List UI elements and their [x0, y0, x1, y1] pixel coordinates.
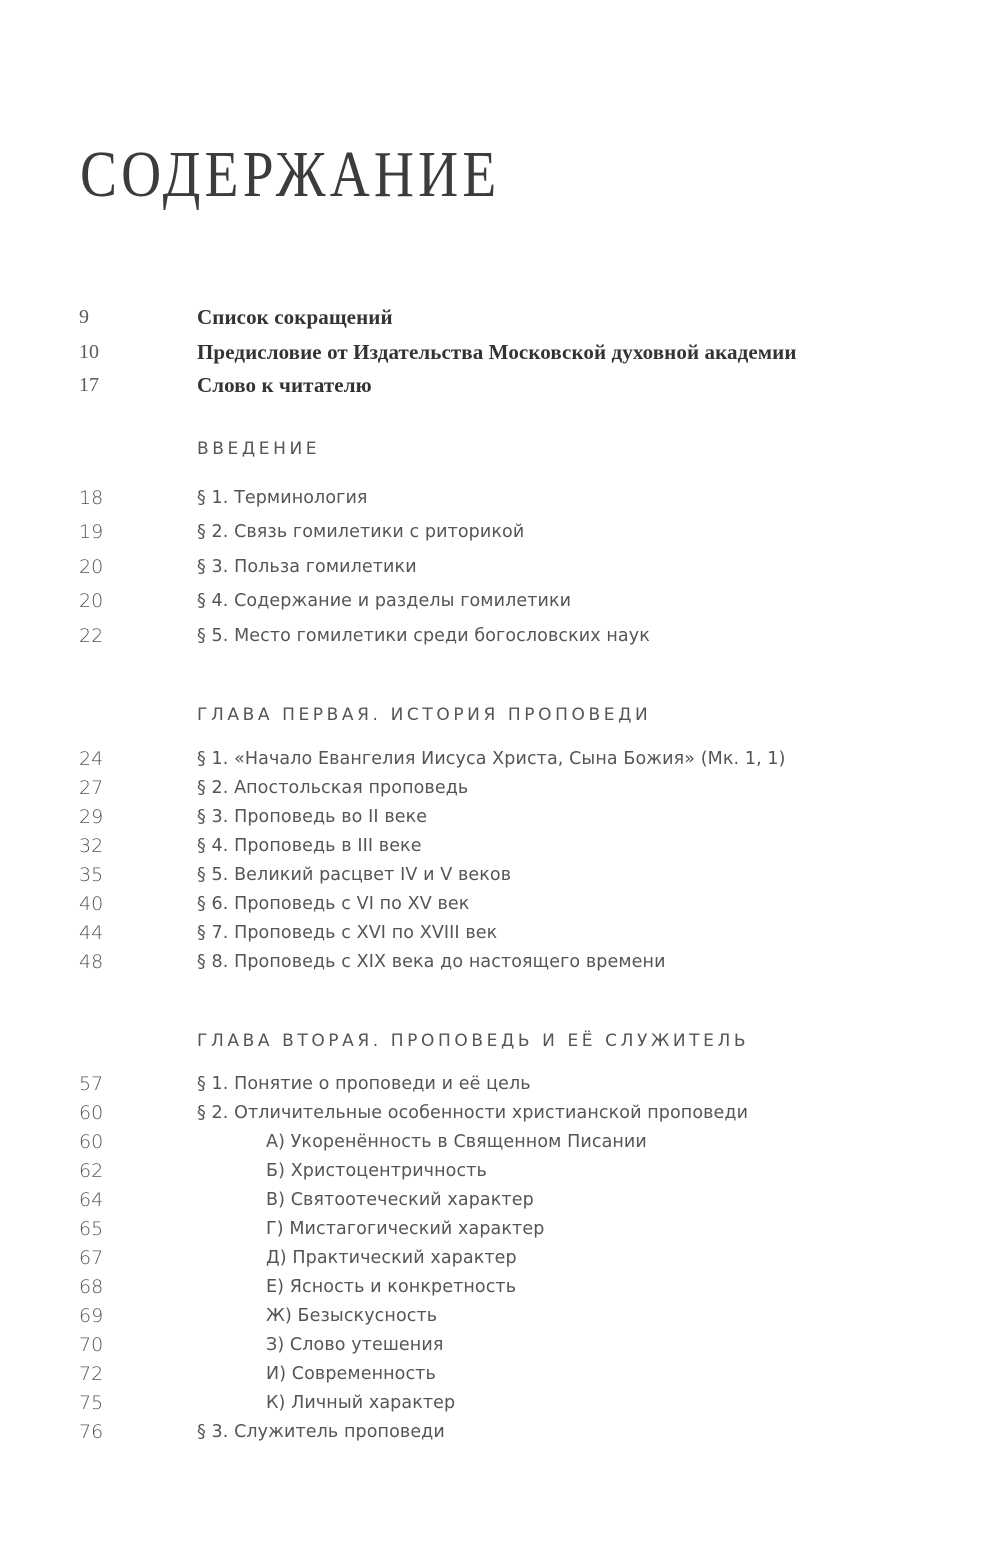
page-number: 62 [79, 1160, 104, 1182]
toc-entry[interactable] [0, 621, 1000, 651]
toc-subentry[interactable] [0, 1301, 1000, 1331]
page-number: 29 [79, 806, 104, 828]
entry-title: § 1. Понятие о проповеди и её цель [197, 1074, 531, 1094]
toc-entry[interactable] [0, 889, 1000, 919]
entry-title: § 4. Проповедь в III веке [197, 836, 422, 856]
page-number: 27 [79, 777, 104, 799]
section-heading-chapter-2: ГЛАВА ВТОРАЯ. ПРОПОВЕДЬ И ЕЁ СЛУЖИТЕЛЬ [197, 1031, 750, 1051]
entry-title: § 8. Проповедь с XIX века до настоящего времени [197, 952, 666, 972]
page-number: 19 [79, 521, 104, 543]
toc-subentry[interactable] [0, 1127, 1000, 1157]
toc-entry[interactable] [0, 831, 1000, 861]
page-number: 69 [79, 1305, 104, 1327]
toc-subentry[interactable] [0, 1243, 1000, 1273]
page-number: 40 [79, 893, 104, 915]
page-number: 24 [79, 748, 104, 770]
entry-title: Д) Практический характер [266, 1248, 517, 1268]
entry-title: Б) Христоцентричность [266, 1161, 487, 1181]
toc-entry[interactable] [0, 337, 1000, 367]
entry-title: § 7. Проповедь с XVI по XVIII век [197, 923, 498, 943]
page-number: 48 [79, 951, 104, 973]
page-number: 67 [79, 1247, 104, 1269]
toc-entry[interactable] [0, 517, 1000, 547]
entry-title: § 6. Проповедь с VI по XV век [197, 894, 470, 914]
entry-title: § 4. Содержание и разделы гомилетики [197, 591, 572, 611]
toc-subentry[interactable] [0, 1388, 1000, 1418]
page-number: 64 [79, 1189, 104, 1211]
page-number: 20 [79, 590, 104, 612]
page-number: 72 [79, 1363, 104, 1385]
entry-title: Ж) Безыскусность [266, 1306, 438, 1326]
toc-subentry[interactable] [0, 1185, 1000, 1215]
page-number: 9 [79, 306, 89, 328]
toc-entry[interactable] [0, 586, 1000, 616]
page-number: 10 [79, 341, 99, 363]
entry-title: § 5. Место гомилетики среди богословских наук [197, 626, 650, 646]
page-number: 35 [79, 864, 104, 886]
page-number: 70 [79, 1334, 104, 1356]
entry-title: § 2. Связь гомилетики с риторикой [197, 522, 525, 542]
toc-entry[interactable] [0, 802, 1000, 832]
toc-subentry[interactable] [0, 1359, 1000, 1389]
page-number: 75 [79, 1392, 104, 1414]
entry-title: § 1. «Начало Евангелия Иисуса Христа, Сына Божия» (Мк. 1, 1) [197, 749, 786, 769]
entry-title: Е) Ясность и конкретность [266, 1277, 517, 1297]
entry-title: Предисловие от Издательства Московской духовной академии [197, 340, 797, 364]
page-number: 68 [79, 1276, 104, 1298]
toc-entry[interactable] [0, 1069, 1000, 1099]
toc-entry[interactable] [0, 947, 1000, 977]
entry-title: И) Современность [266, 1364, 436, 1384]
page-number: 20 [79, 556, 104, 578]
toc-subentry[interactable] [0, 1330, 1000, 1360]
entry-title: Г) Мистагогический характер [266, 1219, 545, 1239]
entry-title: З) Слово утешения [266, 1335, 444, 1355]
entry-title: К) Личный характер [266, 1393, 456, 1413]
page-number: 18 [79, 487, 104, 509]
toc-subentry[interactable] [0, 1272, 1000, 1302]
entry-title: Список сокращений [197, 305, 393, 329]
toc-subentry[interactable] [0, 1214, 1000, 1244]
page-number: 22 [79, 625, 104, 647]
entry-title: § 3. Польза гомилетики [197, 557, 417, 577]
entry-title: § 2. Апостольская проповедь [197, 778, 469, 798]
entry-title: § 3. Служитель проповеди [197, 1422, 445, 1442]
page-number: 65 [79, 1218, 104, 1240]
entry-title: Слово к читателю [197, 373, 372, 397]
entry-title: § 5. Великий расцвет IV и V веков [197, 865, 512, 885]
page-number: 60 [79, 1102, 104, 1124]
entry-title: А) Укоренённость в Священном Писании [266, 1132, 647, 1152]
entry-title: § 2. Отличительные особенности христианской проповеди [197, 1103, 749, 1123]
section-heading-chapter-1: ГЛАВА ПЕРВАЯ. ИСТОРИЯ ПРОПОВЕДИ [197, 705, 652, 725]
toc-entry[interactable] [0, 302, 1000, 332]
page-number: 60 [79, 1131, 104, 1153]
toc-entry[interactable] [0, 918, 1000, 948]
toc-entry[interactable] [0, 370, 1000, 400]
toc-entry[interactable] [0, 744, 1000, 774]
toc-entry[interactable] [0, 860, 1000, 890]
page-number: 76 [79, 1421, 104, 1443]
page-number: 57 [79, 1073, 104, 1095]
toc-entry[interactable] [0, 773, 1000, 803]
toc-subentry[interactable] [0, 1156, 1000, 1186]
toc-entry[interactable] [0, 483, 1000, 513]
page-title: СОДЕРЖАНИЕ [80, 138, 501, 211]
page-number: 44 [79, 922, 104, 944]
toc-entry[interactable] [0, 552, 1000, 582]
page-number: 32 [79, 835, 104, 857]
entry-title: § 3. Проповедь во II веке [197, 807, 428, 827]
page-number: 17 [79, 374, 99, 396]
toc-entry[interactable] [0, 1098, 1000, 1128]
entry-title: В) Святоотеческий характер [266, 1190, 534, 1210]
entry-title: § 1. Терминология [197, 488, 368, 508]
section-heading-introduction: ВВЕДЕНИЕ [197, 439, 321, 459]
toc-entry[interactable] [0, 1417, 1000, 1447]
